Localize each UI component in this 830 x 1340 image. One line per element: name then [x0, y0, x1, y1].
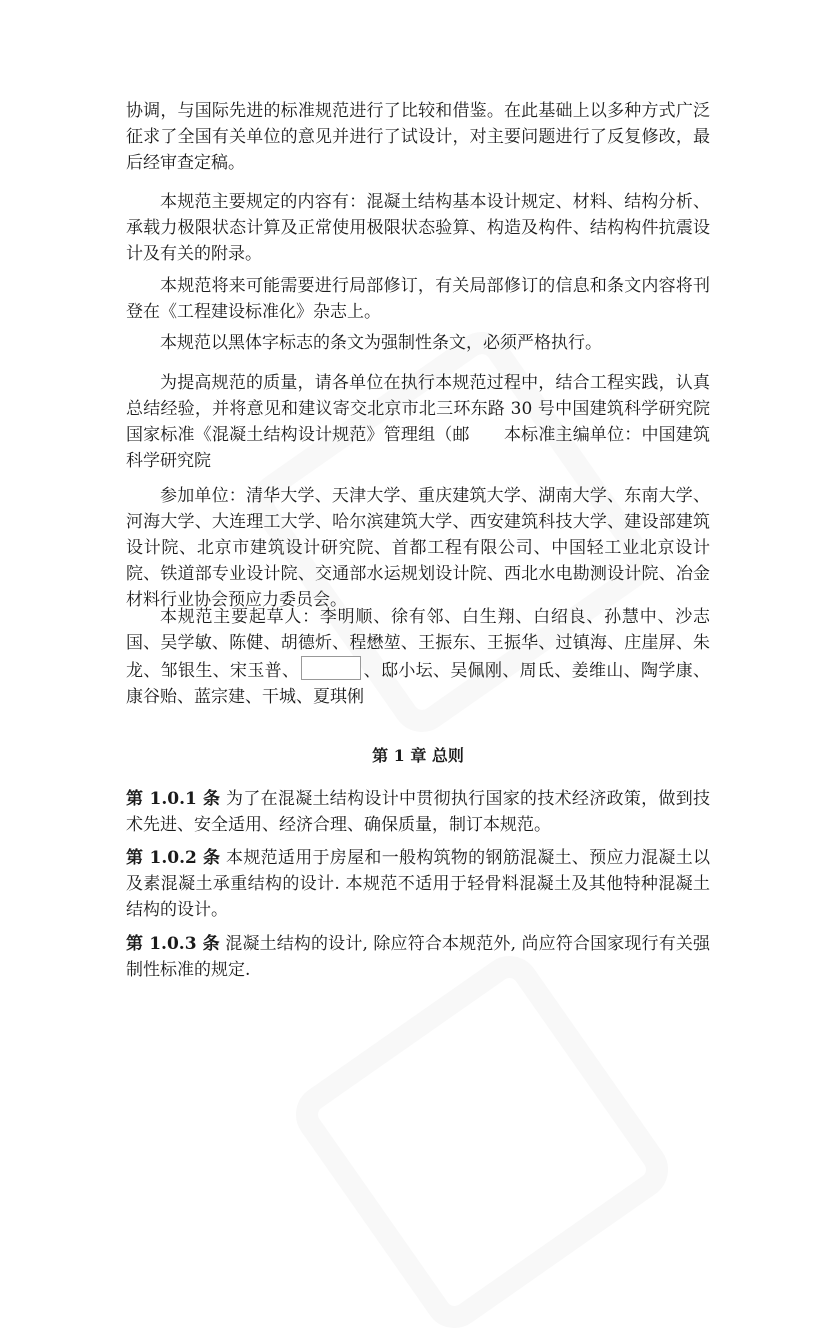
drafters-paragraph	[126, 604, 710, 710]
preface-paragraph-5: 为提高规范的质量，请各单位在执行本规范过程中，结合工程实践，认真总结经验，并将意见和建议寄交北京市北三环东路 30 号中国建筑科学研究院国家标准《混凝土结构设计规范》管理组（邮 本标准主编单位：中国建筑科学研究院	[126, 373, 710, 471]
watermark	[284, 944, 680, 1340]
drafters-list-part-2: 、邸小坛、吴佩刚、周氐、姜维山、陶学康、康谷贻、蓝宗建、干城、夏琪俐	[126, 661, 711, 707]
preface-paragraph-3: 本规范将来可能需要进行局部修订，有关局部修订的信息和条文内容将刊登在《工程建设标准化》杂志上。	[126, 276, 710, 322]
preface-paragraph-4: 本规范以黑体字标志的条文为强制性条文，必须严格执行。	[160, 333, 602, 353]
preface-paragraph-2: 本规范主要规定的内容有：混凝土结构基本设计规定、材料、结构分析、承载力极限状态计算及正常使用极限状态验算、构造及构件、结构构件抗震设计及有关的附录。	[126, 192, 710, 264]
article-1-0-2	[126, 845, 710, 923]
article-number: 第 1.0.3 条	[126, 934, 220, 954]
article-text: 为了在混凝土结构设计中贯彻执行国家的技术经济政策，做到技术先进、安全适用、经济合理、确保质量，制订本规范。	[126, 789, 710, 835]
blank-box	[301, 656, 361, 680]
drafters-list-part-1: 本规范主要起草人：李明顺、徐有邻、白生翔、白绍良、孙慧中、沙志国、吴学敏、陈健、胡德炘、程懋堃、王振东、王振华、过镇海、庄崖屏、朱龙、邹银生、宋玉普、	[126, 607, 710, 681]
article-1-0-3	[126, 931, 710, 983]
preface-paragraph-1: 协调，与国际先进的标准规范进行了比较和借鉴。在此基础上以多种方式广泛征求了全国有关单位的意见并进行了试设计，对主要问题进行了反复修改，最后经审查定稿。	[126, 101, 710, 173]
article-number: 第 1.0.2 条	[126, 848, 221, 868]
preface-paragraph-6: 参加单位：清华大学、天津大学、重庆建筑大学、湖南大学、东南大学、河海大学、大连理工大学、哈尔滨建筑大学、西安建筑科技大学、建设部建筑设计院、北京市建筑设计研究院、首都工程有限公司、中国轻工业北京设计院、铁道部专业设计院、交通部水运规划设计院、西北水电勘测设计院、冶金材料行业协会预应力委员会。	[126, 486, 710, 610]
article-text: 混凝土结构的设计, 除应符合本规范外, 尚应符合国家现行有关强制性标准的规定.	[126, 934, 710, 980]
chapter-title: 第 1 章 总则	[372, 746, 464, 765]
article-1-0-1	[126, 786, 710, 838]
article-text: 本规范适用于房屋和一般构筑物的钢筋混凝土、预应力混凝土以及素混凝土承重结构的设计. 本规范不适用于轻骨料混凝土及其他特种混凝土结构的设计。	[126, 848, 710, 920]
article-number: 第 1.0.1 条	[126, 789, 221, 809]
